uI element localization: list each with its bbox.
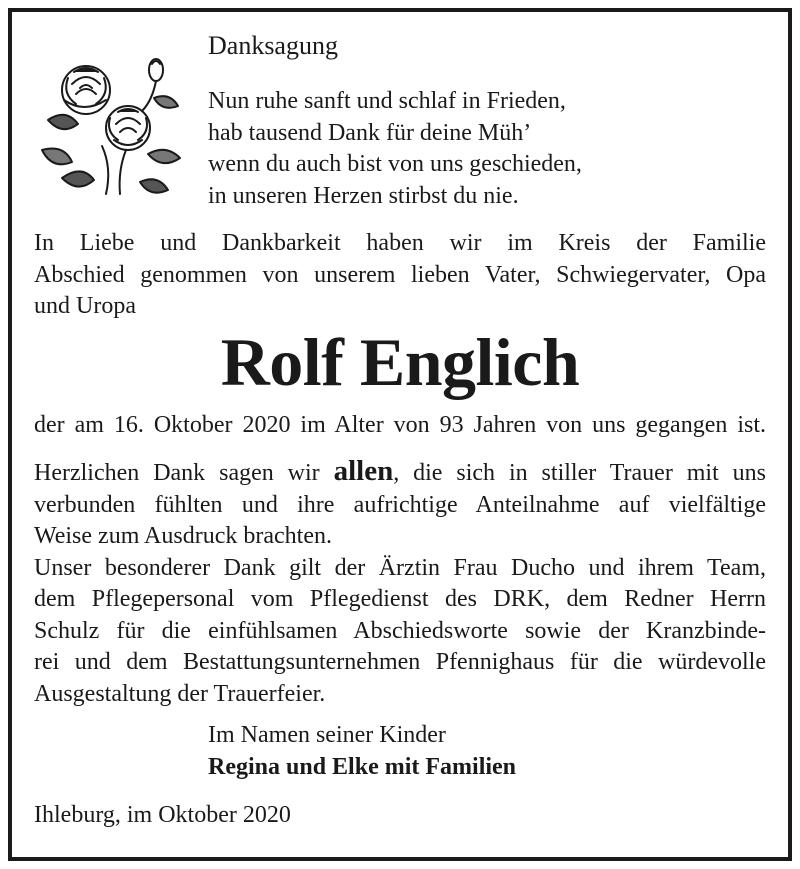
poem-line: wenn du auch bist von uns geschieden,: [208, 151, 582, 177]
death-notice: der am 16. Oktober 2020 im Alter von 93 Jahren von uns gegangen ist.: [34, 412, 766, 438]
thanks-text: Herzlichen Dank sagen wir: [34, 460, 334, 486]
heading-danksagung: Danksagung: [208, 31, 338, 60]
signature-line: Im Namen seiner Kinder: [208, 722, 446, 748]
poem-line: in unseren Herzen stirbst du nie.: [208, 182, 519, 209]
thanks-line: Ausgestaltung der Trauerfeier.: [34, 680, 326, 707]
thanks-line: verbunden fühlten und ihre aufrichtige Anteilnahme auf vielfältige: [34, 491, 766, 518]
intro-line: und Uropa: [34, 293, 136, 319]
thanks-line: Schulz für die einfühlsamen Abschiedsworte sowie der Kranzbinde-: [34, 617, 766, 644]
signature: [208, 720, 516, 783]
intro-paragraph: [34, 228, 766, 323]
thanks-line: Unser besonderer Dank gilt der Ärztin Frau Ducho und ihrem Team,: [34, 554, 766, 581]
place-date: Ihleburg, im Oktober 2020: [34, 802, 291, 828]
thanks-line: rei und dem Bestattungsunternehmen Pfennighaus für die würdevolle: [34, 649, 766, 675]
thanks-line: [34, 456, 766, 490]
poem: [208, 86, 582, 212]
thanks-emphasis: allen: [333, 455, 394, 487]
thanks-paragraph: [34, 456, 766, 710]
intro-line: Abschied genommen von unserem lieben Vater, Schwiegervater, Opa: [34, 261, 766, 288]
signature-family: Regina und Elke mit Familien: [208, 753, 517, 780]
poem-line: Nun ruhe sanft und schlaf in Frieden,: [208, 88, 566, 114]
roses-icon: [28, 50, 198, 200]
thanks-text: , die sich in stiller Trauer mit uns: [393, 460, 767, 486]
thanks-line: dem Pflegepersonal vom Pflegedienst des DRK, dem Redner Herrn: [34, 586, 766, 612]
thanks-line: Weise zum Ausdruck brachten.: [34, 523, 332, 549]
deceased-name: Rolf Englich: [220, 324, 580, 400]
poem-line: hab tausend Dank für deine Müh’: [208, 119, 532, 146]
intro-line: In Liebe und Dankbarkeit haben wir im Kreis der Familie: [34, 230, 766, 256]
